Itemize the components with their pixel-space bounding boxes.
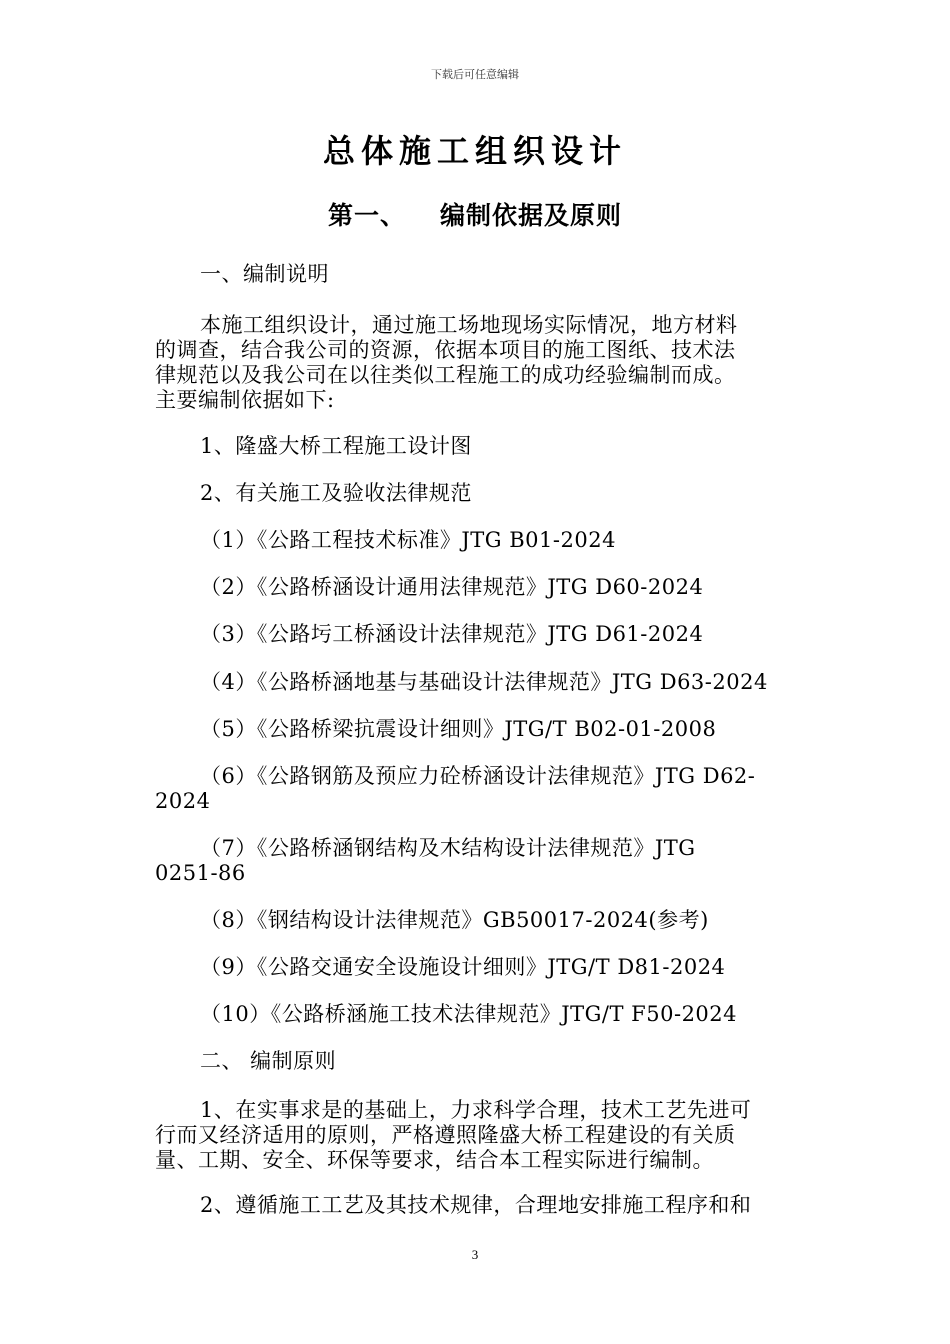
chapter-title bbox=[0, 196, 950, 232]
standard-item: （5）《公路桥梁抗震设计细则》JTG/T B02-01-2008 bbox=[200, 717, 717, 741]
standard-item: （8）《钢结构设计法律规范》GB50017-2024(参考) bbox=[200, 908, 709, 932]
section-heading-compilation-notes: 一、编制说明 bbox=[200, 262, 329, 286]
principle-paragraph-1-line-1: 1、在实事求是的基础上，力求科学合理，技术工艺先进可 bbox=[200, 1098, 752, 1122]
standard-item: （4）《公路桥涵地基与基础设计法律规范》JTG D63-2024 bbox=[200, 670, 768, 694]
intro-paragraph-line-1: 本施工组织设计，通过施工场地现场实际情况，地方材料 bbox=[200, 313, 738, 337]
standard-item-continuation: 2024 bbox=[155, 789, 211, 813]
standard-item-continuation: 0251-86 bbox=[155, 861, 246, 885]
intro-paragraph-line-2: 的调查，结合我公司的资源，依据本项目的施工图纸、技术法 bbox=[155, 338, 736, 362]
basis-item-standards: 2、有关施工及验收法律规范 bbox=[200, 481, 472, 505]
standard-item: （2）《公路桥涵设计通用法律规范》JTG D60-2024 bbox=[200, 575, 704, 599]
standard-item: （1）《公路工程技术标准》JTG B01-2024 bbox=[200, 528, 616, 552]
document-title: 总体施工组织设计 bbox=[322, 132, 627, 170]
chapter-name: 编制依据及原则 bbox=[440, 201, 623, 230]
standard-item: （10）《公路桥涵施工技术法律规范》JTG/T F50-2024 bbox=[200, 1002, 738, 1026]
basis-item-design-drawings: 1、隆盛大桥工程施工设计图 bbox=[200, 434, 472, 458]
intro-paragraph-line-3: 律规范以及我公司在以往类似工程施工的成功经验编制而成。 bbox=[155, 363, 736, 387]
standard-item: （7）《公路桥涵钢结构及木结构设计法律规范》JTG bbox=[200, 836, 696, 860]
standard-item: （6）《公路钢筋及预应力砼桥涵设计法律规范》JTG D62- bbox=[200, 764, 756, 788]
standard-item: （3）《公路圬工桥涵设计法律规范》JTG D61-2024 bbox=[200, 622, 704, 646]
section-heading-compilation-principles: 二、 编制原则 bbox=[200, 1049, 337, 1073]
standard-item: （9）《公路交通安全设施设计细则》JTG/T D81-2024 bbox=[200, 955, 726, 979]
header-note: 下载后可任意编辑 bbox=[431, 68, 519, 81]
intro-paragraph-line-4: 主要编制依据如下: bbox=[155, 388, 335, 412]
page-number: 3 bbox=[471, 1247, 479, 1262]
chapter-number: 第一、 bbox=[327, 201, 406, 230]
principle-paragraph-2-line-1: 2、遵循施工工艺及其技术规律，合理地安排施工程序和和 bbox=[200, 1193, 752, 1217]
principle-paragraph-1-line-2: 行而又经济适用的原则，严格遵照隆盛大桥工程建设的有关质 bbox=[155, 1123, 736, 1147]
principle-paragraph-1-line-3: 量、工期、安全、环保等要求，结合本工程实际进行编制。 bbox=[155, 1148, 714, 1172]
